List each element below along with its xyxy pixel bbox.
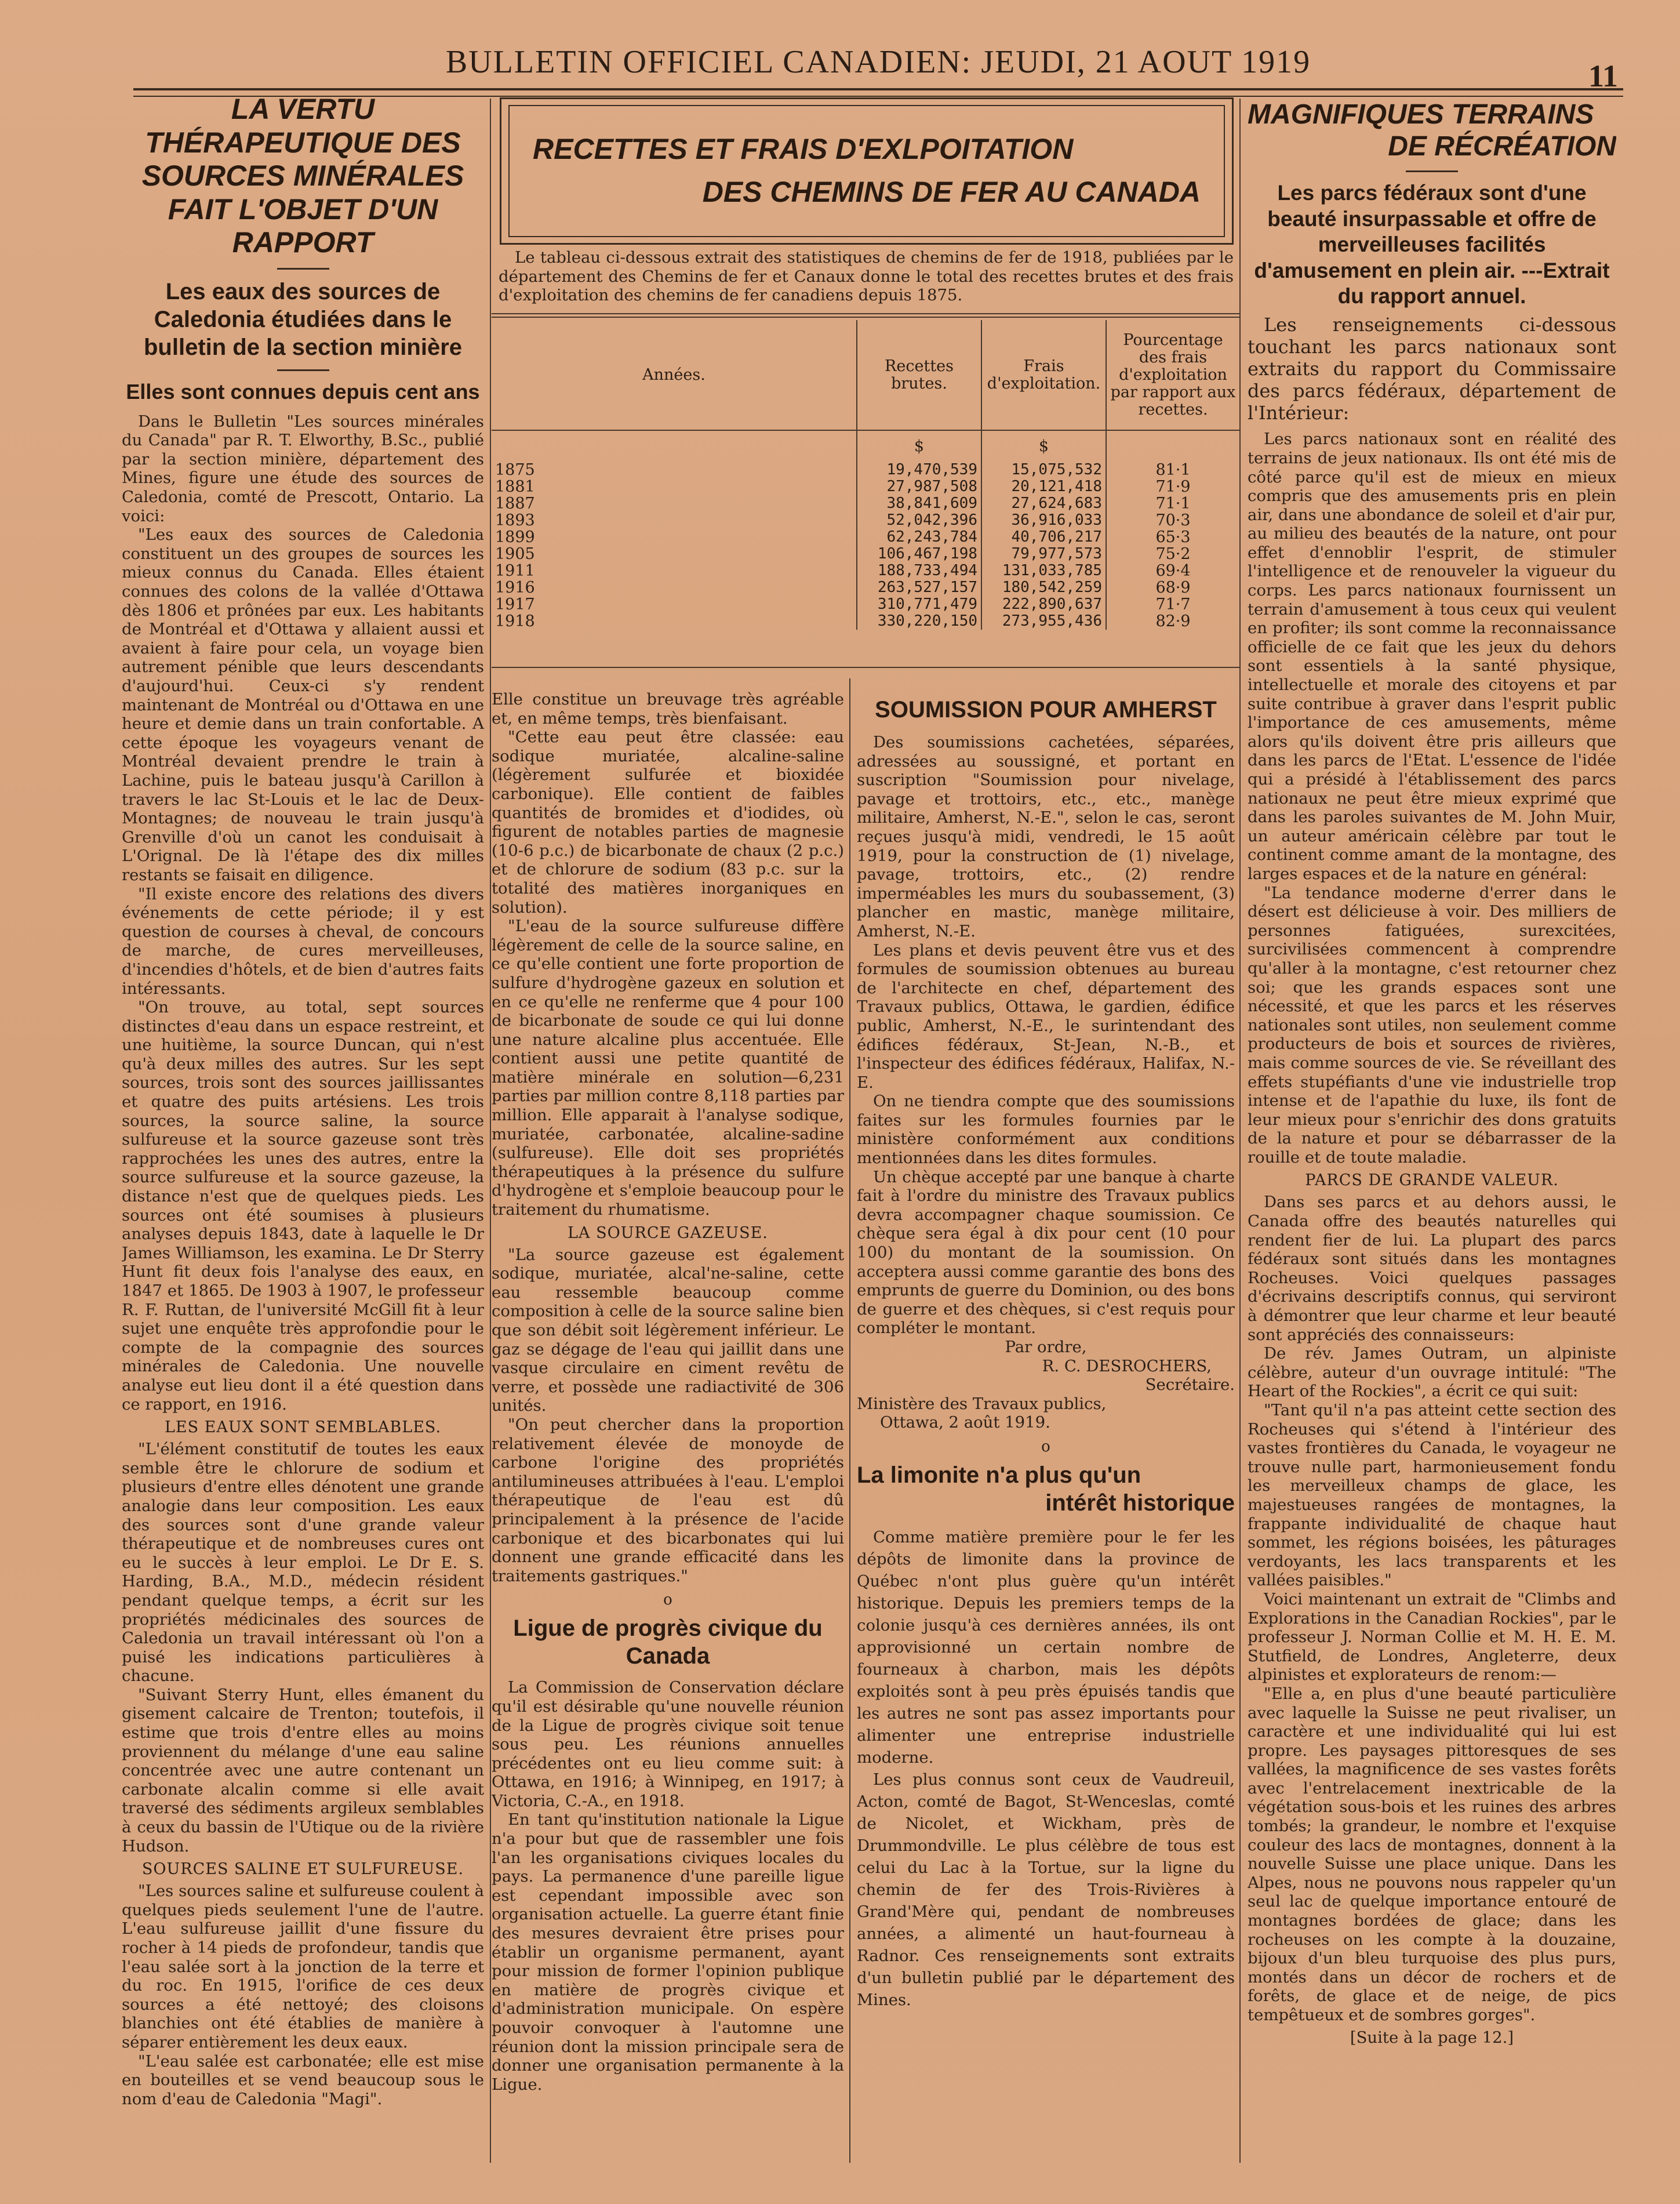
- paragraph: "La tendance moderne d'errer dans le désert est délicieuse à voir. Des milliers de personnes fatiguées, surexcitées, surcivilisées commencent à comprendre qu'aller à la montagne, c'est retourner chez soi; que les grands espaces sont une nécessité, et que les parcs et les réserves nationales sont utiles, non seulement comme producteurs de bois et sources de rivières, mais comme sources de vie. Se réveillant des effets stupéfiants d'une vie industrielle trop intense et de l'apathie du luxe, ils font de leur mieux pour s'enrichir des dons gratuits de la nature et pour se débarrasser de la rouille et de toute maladie.: [1248, 883, 1616, 1167]
- signer-name: R. C. DESROCHERS,: [1042, 1356, 1212, 1375]
- section-heading: LA SOURCE GAZEUSE.: [568, 1223, 768, 1242]
- table-cell-year: 1905: [492, 546, 857, 562]
- paragraph: "L'eau de la source sulfureuse diffère légèrement de celle de la source saline, en ce qu'elle contient une forte proportion de sulfure d'hydrogène gazeux en solution et en ce qu'elle ne renferme que 4 pour 100 de bicarbonate de soude ce qui lui donne une nature alcaline plus accentuée. Elle contient aussi une petite quantité de matière minérale en solution—6,231 parties par million contre 8,118 parties par million. Elle apparait à l'analyse sodique, muriatée, carbonatée, alcaline-sadine (sulfureuse). Elle doit ses propriétés thérapeutiques à la présence du sulfure d'hydrogène et s'emploie beaucoup pour le traitement du rhumatisme.: [492, 917, 844, 1219]
- divider: [277, 369, 329, 371]
- table-cell-recettes: 62,243,784: [857, 529, 981, 546]
- column-rule-2: [849, 678, 850, 2163]
- table-cell-recettes: 310,771,479: [857, 596, 981, 613]
- paragraph: "Elle a, en plus d'une beauté particulière avec laquelle la Suisse ne peut rivaliser, un caractère et une individualité qui lui est propre. Les paysages pittoresques de ses vallées, la magnificence de ses vastes forêts avec l'entrelacement inextricable de la végétation sous-bois et les ruines des arbres tombés; la grandeur, le nombre et l'exquise couleur des lacs de montagnes, donnent à la nouvelle Suisse une place unique. Dans les Alpes, nous ne pouvons nous rappeler qu'un seul lac de quelque importance entouré de montagnes bordées de glace; dans les rocheuses on les compte à la douzaine, bijoux d'un bleu turquoise des plus purs, montés dans un décor de rochers et de forêts, de glace et de neige, de pics tempêtueux et de sombres gorges".: [1248, 1684, 1616, 2025]
- table-cell-pourcentage: 70·3: [1155, 511, 1191, 529]
- table-cell-pourcentage: 75·2: [1155, 545, 1191, 563]
- paragraph: La Commission de Conservation déclare qu'il est désirable qu'une nouvelle réunion de la Ligue de progrès civique soit tenue sous peu. Les réunions annuelles précédentes ont eu lieu comme suit: à Ottawa, en 1916; à Winnipeg, en 1917; à Victoria, C.-A., en 1918.: [492, 1678, 844, 1810]
- railway-intro: [499, 248, 1234, 312]
- paragraph: Les parcs nationaux sont en réalité des terrains de jeux nationaux. Ils ont été mis de côté parce qu'il est de mieux en mieux compris que des amusements pris en plein air, dans une abondance de soleil et d'air pur, au milieu des beautés de la nature, ont pour effet d'ennoblir l'esprit, de stimuler l'intelligence et de renouveler la vigueur du corps. Les parcs nationaux fournissent un terrain d'amusement à tous ceux qui veulent en profiter; ils sont comme la reconnaissance officielle de ce fait que les jeux du dehors sont essentiels à la santé physique, intellectuelle et morale des citoyens et par suite contribue à graver dans l'esprit public l'importance de ces amusements, même alors qu'ils doivent être pris ailleurs que dans les parcs de l'Etat. L'essence de l'idée qui a présidé à l'établissement des parcs nationaux ne peut être mieux exprimé que dans les paroles suivantes de M. John Muir, un auteur américain célèbre par tout le continent comme amant de la montagne, des larges espaces et de la nature en général:: [1248, 430, 1616, 883]
- paragraph: "Les sources saline et sulfureuse coulent à quelques pieds seulement l'une de l'autre. L'eau sulfureuse jaillit d'une fissure du rocher à 14 pieds de profondeur, tandis que l'eau salée sort à la jonction de la terre et du roc. En 1915, l'orifice de ces deux sources a été nettoyé; des cloisons blanchies ont été établies de manière à séparer entièrement les deux eaux.: [122, 1882, 484, 2052]
- article-headline-limonite-2: intérêt historique: [1045, 1490, 1235, 1516]
- table-unit-cell: $: [857, 430, 981, 462]
- table-cell-pourcentage: 65·3: [1155, 528, 1191, 546]
- table-row: [492, 562, 1239, 579]
- table-cell-pourcentage: 71·7: [1155, 596, 1191, 613]
- table-cell-frais: 131,033,785: [981, 562, 1106, 579]
- paragraph: "On trouve, au total, sept sources distinctes d'eau dans un espace restreint, et une huitième, la source Duncan, qui n'est qu'à deux milles des autres. Sur les sept sources, trois sont des sources jaillissantes et quatre des puits artésiens. Les trois sources, la source saline, la source sulfureuse et la source gazeuse sont très rapprochées les unes des autres, entre la source sulfureuse et la source gazeuse, la distance n'est que de quelques pieds. Les sources ont été soumises à plusieurs analyses depuis 1843, date à laquelle le Dr James Williamson, les examina. Le Dr Sterry Hunt fit deux fois l'analyse des eaux, en 1847 et 1865. De 1903 à 1907, le professeur R. F. Ruttan, de l'université McGill fit à leur sujet une enquête très approfondie pour le compte de la compagnie des sources minérales de Caledonia. Une nouvelle analyse eut lieu dont il a été question dans ce rapport, en 1916.: [122, 998, 484, 1414]
- table-cell-recettes: 263,527,157: [857, 579, 981, 596]
- article-headline-limonite-1: La limonite n'a plus qu'un: [857, 1462, 1141, 1488]
- paragraph: "L'élément constitutif de toutes les eaux semble être le chlorure de sodium et plusieurs d'entre elles dénotent une grande analogie dans leur composition. Les eaux des sources sont d'une grande valeur thérapeutique et de nombreuses cures ont eu le succès à leur emploi. Le Dr E. S. Harding, B.A., M.D., médecin résident pendant quelque temps, a écrit sur les propriétés médicinales des sources de Caledonia un travail intéressant où l'on a puisé les indications particulières à chacune.: [122, 1440, 484, 1686]
- table-cell-year: 1881: [492, 478, 857, 495]
- article-headline-ligue: Ligue de progrès civique du Canada: [513, 1615, 823, 1669]
- divider-ornament: o: [663, 1591, 672, 1609]
- paragraph: On ne tiendra compte que des soumissions faites sur les formules fournies par le ministère conformément aux conditions mentionnées dans les dites formules.: [857, 1092, 1235, 1168]
- table-cell-recettes: 330,220,150: [857, 613, 981, 630]
- article-headline-amherst: SOUMISSION POUR AMHERST: [875, 697, 1217, 722]
- table-bottom-rule: [492, 667, 1239, 668]
- table-row: [492, 478, 1239, 495]
- table-header-annees: Années.: [492, 320, 857, 430]
- article-body-semblables: [122, 1440, 484, 1856]
- paragraph: "La source gazeuse est également sodique, muriatée, alcal'ne-saline, cette eau ressemble beaucoup comme composition à celle de la source saline bien que son débit soit légèrement inférieur. Le gaz se dégage de l'eau qui jaillit dans une vasque circulaire en ciment revêtu de verre, et possède une radiactivité de 306 unités.: [492, 1245, 844, 1415]
- table-cell-frais: 27,624,683: [981, 495, 1106, 512]
- table-header-frais: Frais d'exploitation.: [981, 320, 1106, 430]
- table-cell-year: 1918: [492, 613, 857, 630]
- table-header-recettes: Recettes brutes.: [857, 320, 981, 430]
- table-cell-pourcentage: 69·4: [1155, 562, 1191, 580]
- table-cell-pourcentage: 71·9: [1155, 478, 1191, 496]
- paragraph: "L'eau salée est carbonatée; elle est mise en bouteilles et se vend beaucoup sous le nom d'eau de Caledonia "Magi".: [122, 2052, 484, 2108]
- table-cell-year: 1911: [492, 562, 857, 579]
- table-top-rule: [492, 313, 1239, 314]
- paragraph: Un chèque accepté par une banque à charte fait à l'ordre du ministre des Travaux publics devra accompagner chaque soumission. Ce chèque sera égal à dix pour cent (10 pour 100) du montant de la soumission. On acceptera aussi comme garantie des bons des emprunts de guerre du Dominion, ou des bons de guerre et des chèques, si c'est requis pour compléter le montant.: [857, 1167, 1235, 1338]
- paragraph: Dans le Bulletin "Les sources minérales du Canada" par R. T. Elworthy, B.Sc., publié par la section minière, département des Mines, figure une étude des sources de Caledonia, comté de Prescott, Ontario. La voici:: [122, 412, 484, 525]
- railway-headline-inner: [508, 105, 1225, 237]
- paragraph: "On peut chercher dans la proportion relativement élevée de monoyde de carbone l'origine des propriétés antilumineuses attribuées à l'eau. L'emploi thérapeutique de l'eau est dû principalement à la présence de l'acide carbonique et des bicarbonates qui lui donnent une grande efficacité dans les traitements gastriques.": [492, 1415, 844, 1585]
- column-3: [857, 696, 1235, 2163]
- railway-headline-line1: RECETTES ET FRAIS D'EXLPOITATION: [533, 133, 1074, 165]
- article-body-limonite: [857, 1526, 1235, 2011]
- divider: [277, 268, 329, 270]
- paragraph: "Cette eau peut être classée: eau sodique muriatée, alcaline-saline (légèrement sulfurée et bioxidée carbonique). Elle contient de faibles quantités de bromides et d'iodides, où figurent de notables parties de magnesie (10-6 p.c.) de bicarbonate de chaux (2 p.c.) et de chlorure de sodium (83 p.c. sur la totalité des matières inorganiques en solution).: [492, 728, 844, 917]
- divider: [1406, 170, 1458, 172]
- table-cell-recettes: 106,467,198: [857, 546, 981, 562]
- table-unit-cell: [1106, 430, 1239, 462]
- column-4: [1248, 99, 1616, 2163]
- section-heading: SOURCES SALINE ET SULFUREUSE.: [141, 1860, 464, 1879]
- article-headline-terrains-2: DE RÉCRÉATION: [1388, 131, 1616, 162]
- paragraph: "Tant qu'il n'a pas atteint cette section des Rocheuses qui s'étend à l'intérieur des vastes frontières du Canada, le voyageur ne trouve nulle part, harmonieusement fondu les merveilleux champs de glace, les majestueuses rangées de montagnes, la frappante individualité de chaque haut sommet, les régions boisées, les pâturages verdoyants, les lacs transparents et les vallées paisibles.": [1248, 1401, 1616, 1590]
- table-cell-frais: 222,890,637: [981, 596, 1106, 613]
- table-cell-year: 1893: [492, 512, 857, 529]
- column-1: [122, 93, 484, 2169]
- column-rule-1: [490, 99, 491, 2163]
- table-unit-cell: [492, 430, 857, 462]
- article-body-valeur: [1248, 1193, 1616, 2024]
- railway-headline-box: [500, 97, 1234, 245]
- section-heading: LES EAUX SONT SEMBLABLES.: [164, 1418, 442, 1437]
- continued-note: [Suite à la page 12.]: [1350, 2028, 1514, 2047]
- paragraph: En tant qu'institution nationale la Ligue n'a pour but que de rassembler une fois l'an les organisations civiques locales du pays. La permanence d'une pareille ligue est cependant impossible avec son organisation actuelle. La guerre étant finie des mesures devraient être prises pour établir un organisme permanent, ayant pour mission de former l'opinion publique en matière de progrès civique et d'administration municipale. On espère pouvoir convoquer à l'automne une réunion dont la mission principale sera de donner une organisation permanente à la Ligue.: [492, 1810, 844, 2094]
- article-subhead-caledonia: Les eaux des sources de Caledonia étudiées dans le bulletin de la section minière: [143, 278, 463, 360]
- article-body-gazeuse: [492, 1246, 844, 1586]
- table-unit-cell: $: [981, 430, 1106, 462]
- paragraph: De rév. James Outram, un alpiniste célèbre, auteur d'un ouvrage intitulé: "The Heart of the Rockies", a écrit ce qui suit:: [1248, 1344, 1616, 1401]
- article-subhead-cent-ans: Elles sont connues depuis cent ans: [126, 379, 480, 404]
- masthead: BULLETIN OFFICIEL CANADIEN: JEUDI, 21 AOUT 1919: [133, 36, 1623, 90]
- table-cell-frais: 180,542,259: [981, 579, 1106, 596]
- table-cell-year: 1917: [492, 596, 857, 613]
- table-cell-recettes: 38,841,609: [857, 495, 981, 512]
- table-cell-recettes: 52,042,396: [857, 512, 981, 529]
- section-heading: PARCS DE GRANDE VALEUR.: [1305, 1171, 1559, 1190]
- paragraph: Les plus connus sont ceux de Vaudreuil, Acton, comté de Bagot, St-Wenceslas, comté de Nicolet, et Wickham, près de Drummondville. Le plus célèbre de tous est celui du Lac à la Tortue, sur la ligne du chemin de fer des Trois-Rivières à Grand'Mère qui, pendant de nombreuses années, a alimenté un haut-fourneau à Radnor. Ces renseignements sont extraits d'un bulletin publié par le département des Mines.: [857, 1770, 1235, 2009]
- paragraph: "Les eaux des sources de Caledonia constituent un des groupes de sources les mieux connus du Canada. Elles étaient connues des colons de la vallée d'Ottawa dès 1806 et prônées par eux. Les habitants de Montréal et d'Ottawa y allaient aussi et avaient à faire pour cela, un voyage bien autrement pénible que leurs descendants d'aujourd'hui. Ceux-ci s'y rendent maintenant de Montréal ou d'Ottawa en une heure et demie dans un train confortable. A cette époque les voyageurs venant de Montréal devaient prendre le train à Lachine, puis le bateau jusqu'à Carillon à travers le lac St-Louis et le lac de Deux-Montagnes; de nouveau le train jusqu'à Grenville d'où un canot les conduisait à L'Orignal. De là l'étape des dix milles restants se faisait en diligence.: [122, 525, 484, 884]
- table-cell-frais: 79,977,573: [981, 546, 1106, 562]
- railway-intro-text: Le tableau ci-dessous extrait des statistiques de chemins de fer de 1918, publiées par le département des Chemins de fer et Canaux donne le total des recettes brutes et des frais d'exploitation des chemins de fer canadiens depuis 1875.: [499, 248, 1234, 305]
- article-body-sources: [122, 412, 484, 1414]
- article-headline-terrains-1: MAGNIFIQUES TERRAINS: [1248, 99, 1594, 130]
- table-row: [492, 495, 1239, 512]
- article-lead-parcs: Les renseignements ci-dessous touchant les parcs nationaux sont extraits du rapport du Commissaire des parcs fédéraux, département de l'Intérieur:: [1248, 314, 1616, 424]
- column-rule-3: [1239, 99, 1241, 2163]
- table-cell-frais: 20,121,418: [981, 478, 1106, 495]
- paragraph: Des soumissions cachetées, séparées, adressées au soussigné, et portant en suscription "Soumission pour nivelage, pavage et trottoirs, etc., etc., manège militaire, Amherst, N.-E.", selon le cas, seront reçues jusqu'à midi, vendredi, le 15 août 1919, pour la construction de (1) nivelage, pavage, trottoirs, etc., (2) rendre imperméables les murs du soubassement, (3) plancher en mastic, manège militaire, Amherst, N.-E.: [857, 733, 1235, 941]
- table-cell-recettes: 27,987,508: [857, 478, 981, 495]
- table-cell-pourcentage: 68·9: [1155, 579, 1191, 597]
- notice-date: Ottawa, 2 août 1919.: [880, 1413, 1050, 1432]
- table-cell-frais: 273,955,436: [981, 613, 1106, 630]
- table-cell-pourcentage: 81·1: [1155, 461, 1191, 479]
- paragraph: "Suivant Sterry Hunt, elles émanent du gisement calcaire de Trenton; toutefois, il estime que trois d'entre elles au moins proviennent du mélange d'une eau saline concentrée avec une autre contenant un carbonate alcalin comme si elle avait traversé des sédiments argileux semblables à ceux du bassin de l'Utique ou de la rivière Hudson.: [122, 1685, 484, 1856]
- table-cell-year: 1875: [492, 462, 857, 478]
- article-body-parcs: [1248, 430, 1616, 1167]
- article-headline-sources: LA VERTU THÉRAPEUTIQUE DES SOURCES MINÉRALES FAIT L'OBJET D'UN RAPPORT: [141, 93, 464, 259]
- railway-table: [492, 320, 1239, 630]
- table-top-rule-2: [492, 317, 1239, 318]
- table-row: [492, 462, 1239, 478]
- article-body-ligue: [492, 1678, 844, 2094]
- divider-ornament: o: [1041, 1437, 1050, 1455]
- table-row: [492, 512, 1239, 529]
- article-body-amherst: [857, 733, 1235, 1338]
- paragraph: Comme matière première pour le fer les dépôts de limonite dans la province de Québec n'ont plus guère qu'un intérêt historique. Depuis les premiers temps de la colonie jusqu'à ces dernières années, ils ont approvisionné un certain nombre de fourneaux à charbon, mais les dépôts exploités sont à peu près épuisés tandis que les autres ne sont pas assez importants pour alimenter une entreprise industrielle moderne.: [857, 1527, 1235, 1767]
- signer-title: Secrétaire.: [1145, 1375, 1235, 1395]
- table-cell-recettes: 19,470,539: [857, 462, 981, 478]
- table-cell-pourcentage: 71·1: [1155, 495, 1191, 513]
- table-row: [492, 546, 1239, 562]
- table-header-pourcentage: Pourcentage des frais d'exploitation par rapport aux recettes.: [1106, 320, 1239, 430]
- table-row: [492, 579, 1239, 596]
- article-body-continued: [492, 690, 844, 1219]
- paragraph: Les plans et devis peuvent être vus et des formules de soumission obtenues au bureau de l'architecte en chef, département des Travaux publics, Ottawa, le gardien, édifice public, Amherst, N.-E., le surintendant des édifices fédéraux, St-Jean, N.-B., et l'inspecteur des édifices fédéraux, Halifax, N.-E.: [857, 941, 1235, 1092]
- railway-headline-line2: DES CHEMINS DE FER AU CANADA: [702, 176, 1201, 208]
- page-number: 11: [1588, 59, 1619, 93]
- par-ordre: Par ordre,: [1005, 1338, 1087, 1356]
- paragraph: Elle constitue un breuvage très agréable et, en même temps, très bienfaisant.: [492, 690, 844, 728]
- table-row: [492, 613, 1239, 630]
- table-cell-year: 1916: [492, 579, 857, 596]
- table-cell-year: 1887: [492, 495, 857, 512]
- table-cell-frais: 15,075,532: [981, 462, 1106, 478]
- table-cell-frais: 40,706,217: [981, 529, 1106, 546]
- table-cell-frais: 36,916,033: [981, 512, 1106, 529]
- paragraph: "Il existe encore des relations des divers événements de cette période; il y est question de courses à cheval, de concours de marche, de cures merveilleuses, d'incendies d'hôtels, et de bien d'autres faits intéressants.: [122, 884, 484, 998]
- table-cell-pourcentage: 82·9: [1155, 612, 1191, 630]
- table-cell-recettes: 188,733,494: [857, 562, 981, 579]
- column-2: [492, 690, 844, 2163]
- table-cell-year: 1899: [492, 529, 857, 546]
- table-row: [492, 529, 1239, 546]
- ministry-name: Ministère des Travaux publics,: [857, 1394, 1107, 1413]
- table-row: [492, 596, 1239, 613]
- paragraph: Dans ses parcs et au dehors aussi, le Canada offre des beautés naturelles qui rendent fier de lui. La plupart des parcs fédéraux sont situés dans les montagnes Rocheuses. Voici quelques passages d'écrivains descriptifs connus, qui serviront à démontrer que leur charme et leur beauté sont appréciés des connaisseurs:: [1248, 1193, 1616, 1344]
- article-body-saline: [122, 1882, 484, 2108]
- article-subhead-parcs: Les parcs fédéraux sont d'une beauté insurpassable et offre de merveilleuses facilités d'amusement en plein air. ---Extrait du rapport annuel.: [1254, 181, 1610, 308]
- paragraph: Voici maintenant un extrait de "Climbs and Explorations in the Canadian Rockies", par le professeur J. Norman Collie et M. H. E. M. Stutfield, de Londres, Angleterre, deux alpinistes et explorateurs de renom:—: [1248, 1589, 1616, 1684]
- railway-table-wrap: [492, 320, 1239, 653]
